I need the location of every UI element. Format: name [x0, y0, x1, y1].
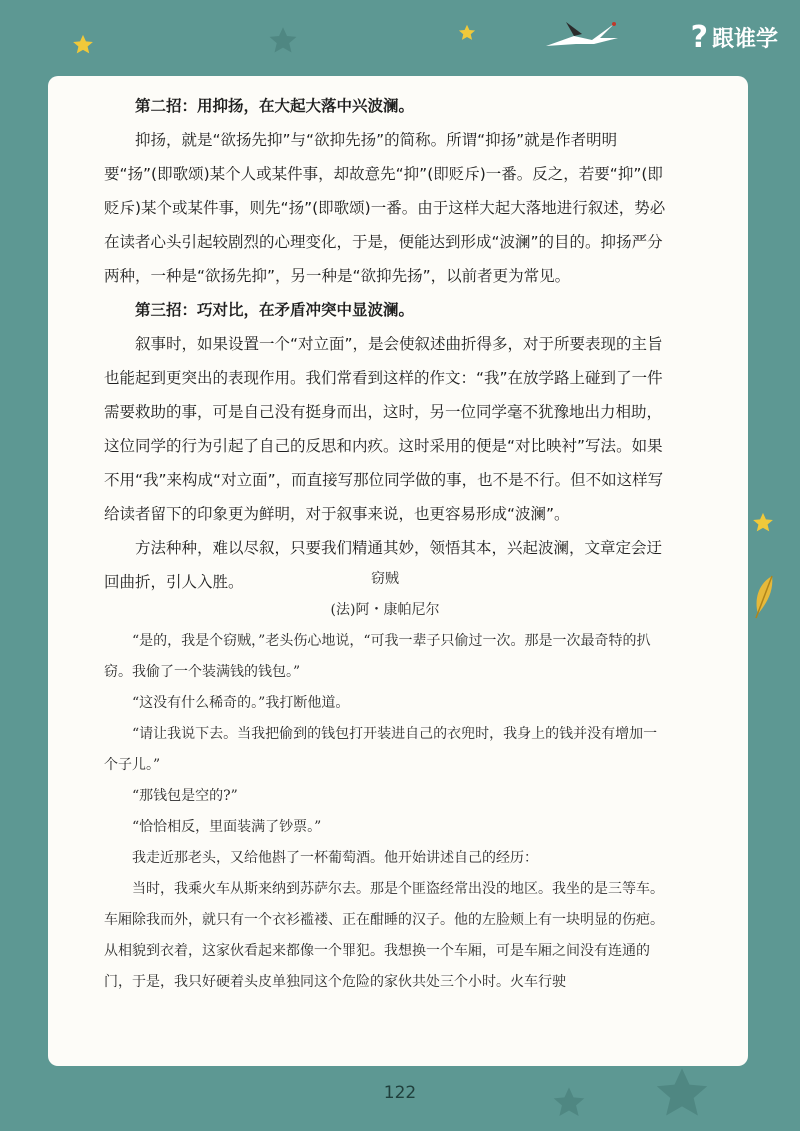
star-icon [268, 26, 298, 56]
story-title: 窃贼 [371, 571, 399, 587]
section-body-3: 叙事时，如果设置一个“对立面”，是会使叙述曲折得多，对于所要表现的主旨也能起到更突出的表现作用。我们常看到这样的作文：“我”在放学路上碰到了一件需要救助的事，可是自己没有挺身而出，这时，另一位同学毫不犹豫地出力相助，这位同学的行为引起了自己的反思和内疚。这时采用的便是“对比映衬”写法。如果不用“我”来构成“对立面”，而直接写那位同学做的事，也不是不行。但不如这样写给读者留下的印象更为鲜明，对于叙事来说，也更容易形成“波澜”。 [104, 335, 664, 523]
star-icon [752, 512, 774, 534]
section-heading-2: 第二招：用抑扬，在大起大落中兴波澜。 [135, 97, 415, 115]
story-paragraph: “那钱包是空的?” [132, 788, 238, 804]
article-section [104, 89, 668, 599]
story-paragraph: “恰恰相反，里面装满了钞票。” [132, 819, 322, 835]
conclusion-paragraph: 方法种种，难以尽叙，只要我们精通其妙，领悟其本，兴起波澜，文章定会迂回曲折，引人入胜。 [104, 539, 663, 591]
section-heading-3: 第三招：巧对比，在矛盾冲突中显波澜。 [135, 301, 415, 319]
story-excerpt [104, 564, 666, 998]
story-paragraph: “是的，我是个窃贼，”老头伤心地说，“可我一辈子只偷过一次。那是一次最奇特的扒窃。我偷了一个装满钱的钱包。” [104, 633, 651, 680]
star-icon [458, 24, 476, 42]
section-body-2: 抑扬，就是“欲扬先抑”与“欲抑先扬”的简称。所谓“抑扬”就是作者明明要“扬”(即歌颂)某个人或某件事，却故意先“抑”(即贬斥)一番。反之，若要“抑”(即贬斥)某个或某件事，则先“扬”(即歌颂)一番。由于这样大起大落地进行叙述，势必在读者心头引起较剧烈的心理变化，于是，便能达到形成“波澜”的目的。抑扬严分两种，一种是“欲扬先抑”，另一种是“欲抑先扬”，以前者更为常见。 [104, 131, 666, 285]
story-paragraph: “请让我说下去。当我把偷到的钱包打开装进自己的衣兜时，我身上的钱并没有增加一个子儿。” [104, 726, 658, 773]
crane-bird-icon [544, 14, 620, 54]
story-paragraph: 我走近那老头，又给他斟了一杯葡萄酒。他开始讲述自己的经历： [132, 850, 538, 866]
story-paragraph: 当时，我乘火车从斯来纳到苏萨尔去。那是个匪盗经常出没的地区。我坐的是三等车。车厢除我而外，就只有一个衣衫褴褛、正在酣睡的汉子。他的左脸颊上有一块明显的伤疤。从相貌到衣着，这家伙看起来都像一个罪犯。我想换一个车厢，可是车厢之间没有连通的门，于是，我只好硬着头皮单独同这个危险的家伙共处三个小时。火车行驶 [104, 881, 664, 990]
brand-logo [690, 19, 778, 55]
star-icon [72, 34, 94, 56]
top-header-band [0, 0, 800, 80]
story-paragraph: “这没有什么稀奇的。”我打断他道。 [132, 695, 350, 711]
story-author: (法)阿・康帕尼尔 [330, 602, 440, 618]
brand-text: 跟谁学 [711, 27, 778, 52]
question-mark-icon: ? [690, 19, 708, 55]
page-number: 122 [383, 1083, 417, 1103]
feather-icon [752, 574, 776, 620]
